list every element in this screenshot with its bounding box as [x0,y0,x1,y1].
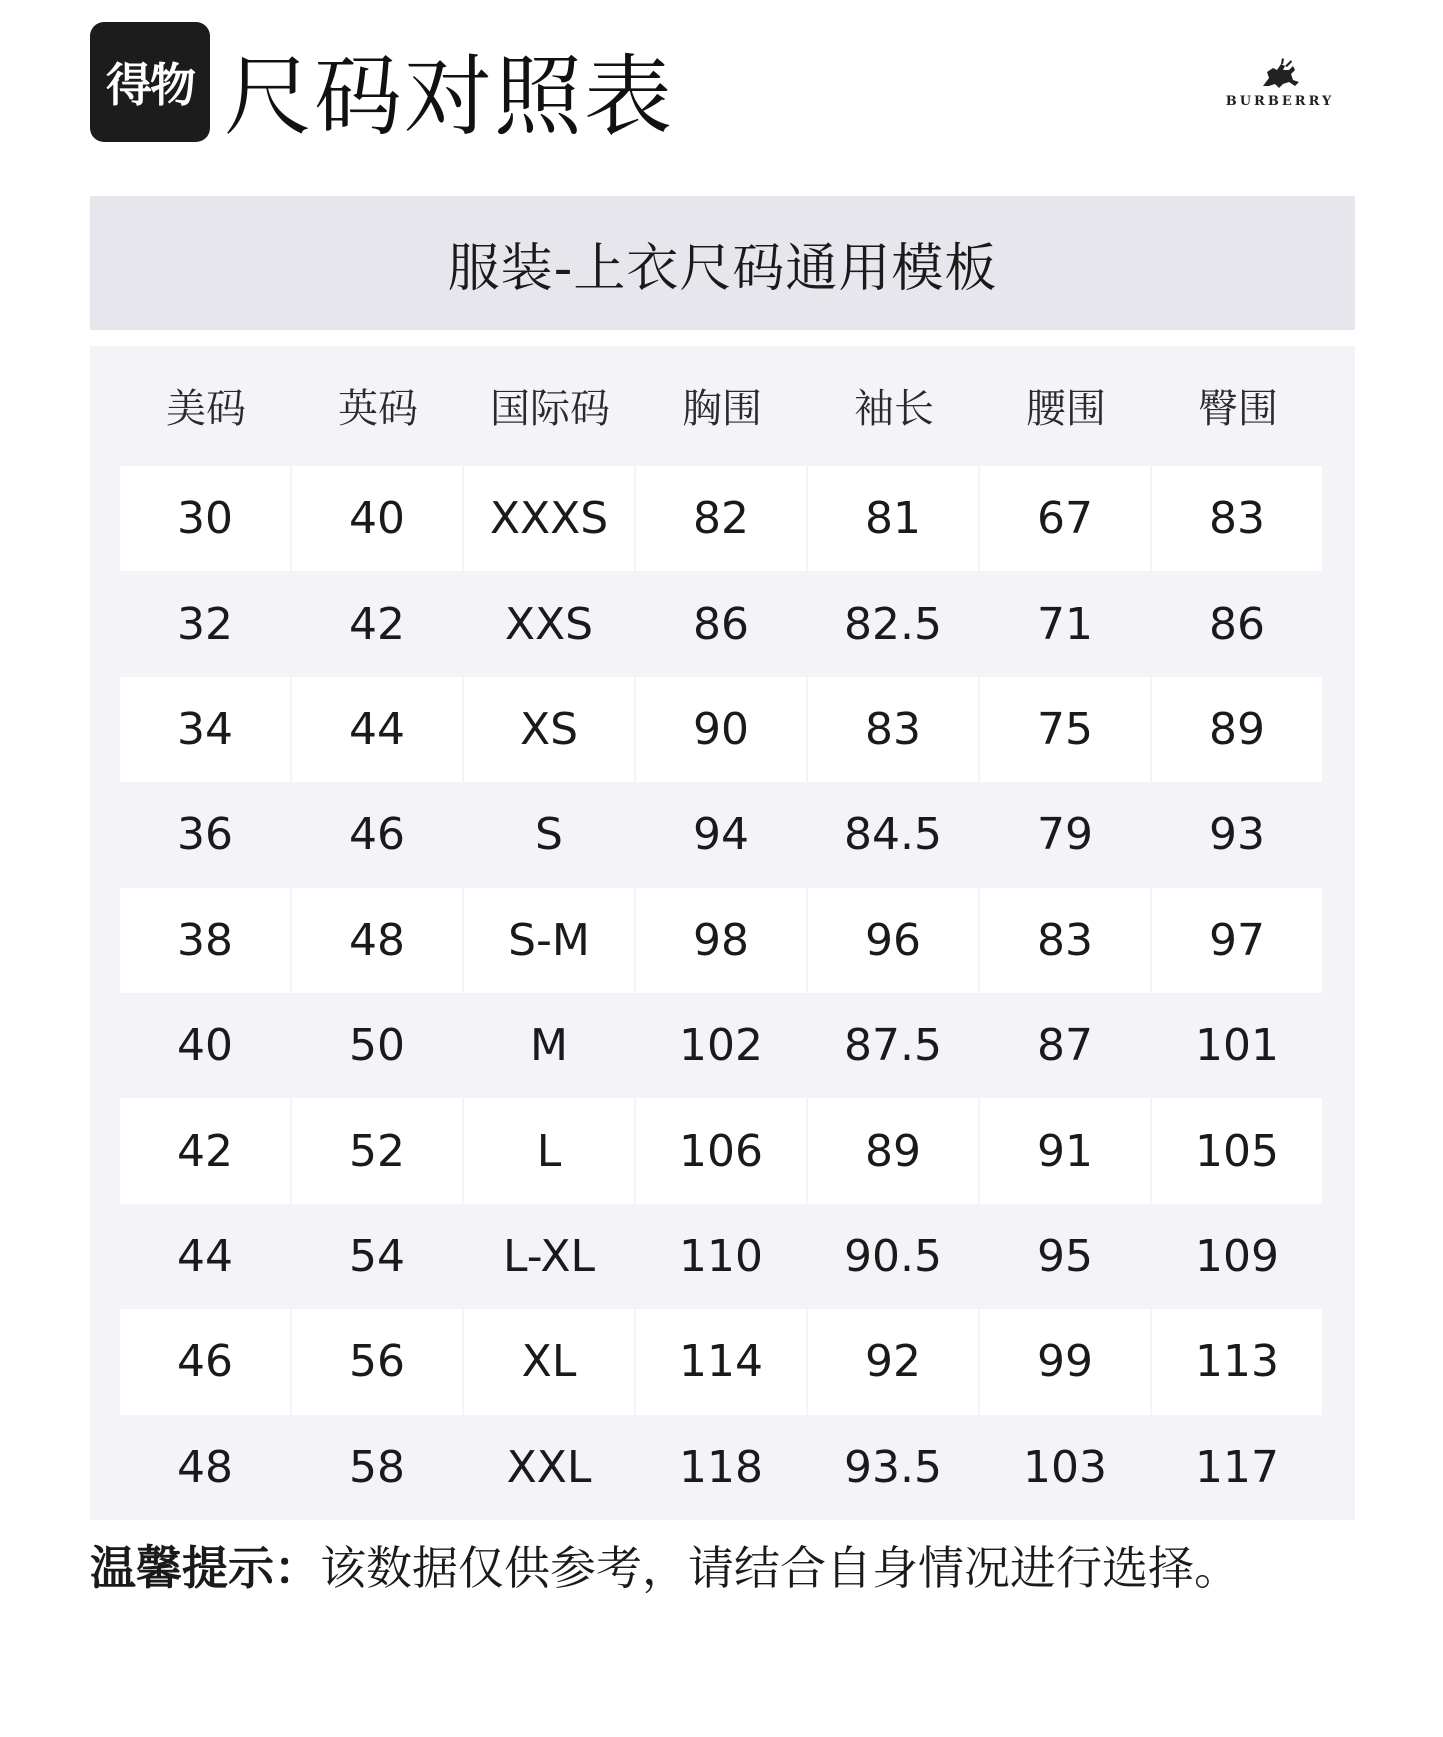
table-row [120,466,1324,571]
table-cell: 95 [1037,1230,1093,1282]
table-cell: L-XL [502,1230,596,1282]
table-cell: 79 [1037,809,1093,861]
table-subtitle: 服装-上衣尺码通用模板 [447,238,998,299]
column-header: 袖长 [854,385,934,432]
table-cell: 75 [980,677,1150,782]
table-cell: 109 [1195,1230,1279,1282]
table-cell: 101 [1195,1020,1279,1072]
table-row [120,993,1324,1098]
table-cell: 94 [693,809,749,861]
table-cell: 117 [1195,1441,1279,1493]
footer-note [90,1536,1355,1600]
table-cell: 110 [679,1230,763,1282]
table-cell: 86 [1209,598,1265,650]
table-cell: 87.5 [844,1020,942,1072]
table-row [120,1204,1324,1309]
table-cell: 89 [1152,677,1322,782]
brand-text: BURBERRY [1225,94,1335,109]
table-cell: 93 [1209,809,1265,861]
table-cell: XL [464,1309,634,1414]
table-cell: 96 [808,888,978,993]
footer-text: 该数据仅供参考，请结合自身情况进行选择。 [320,1541,1240,1595]
table-row [120,1098,1324,1203]
table-row [120,1309,1324,1414]
table-cell: S-M [464,888,634,993]
table-cell: S [535,809,563,861]
column-header: 英码 [338,385,418,432]
table-row [120,571,1324,676]
table-cell: 36 [177,809,233,861]
table-cell: 92 [808,1309,978,1414]
footer-label: 温馨提示： [90,1541,320,1595]
table-cell: 113 [1152,1309,1322,1414]
table-cell: 91 [980,1098,1150,1203]
table-cell: 52 [292,1098,462,1203]
table-cell: XS [464,677,634,782]
table-cell: 54 [349,1230,405,1282]
page-title: 尺码对照表 [224,45,675,148]
table-header-row [120,346,1324,464]
table-cell: 114 [636,1309,806,1414]
table-cell: 81 [808,466,978,571]
table-cell: XXL [506,1441,592,1493]
table-row [120,782,1324,887]
page-header [90,22,1355,162]
equestrian-knight-icon [1255,56,1305,92]
table-cell: 40 [292,466,462,571]
table-cell: 82.5 [844,598,942,650]
table-cell: 48 [177,1441,233,1493]
table-cell: L [464,1098,634,1203]
dewu-logo [90,22,210,142]
table-cell: 97 [1152,888,1322,993]
table-cell: 58 [349,1441,405,1493]
column-header: 腰围 [1026,385,1106,432]
table-cell: 83 [808,677,978,782]
table-row [120,1415,1324,1520]
table-row [120,677,1324,782]
logo-text: 得物 [106,58,194,112]
table-cell: 90.5 [844,1230,942,1282]
table-cell: 32 [177,598,233,650]
table-cell: M [530,1020,568,1072]
table-cell: 44 [292,677,462,782]
table-cell: 89 [808,1098,978,1203]
column-header: 臀围 [1198,385,1278,432]
table-cell: 106 [636,1098,806,1203]
table-cell: 84.5 [844,809,942,861]
table-cell: 71 [1037,598,1093,650]
table-cell: 56 [292,1309,462,1414]
table-cell: 98 [636,888,806,993]
table-cell: 42 [349,598,405,650]
table-cell: 34 [120,677,290,782]
table-cell: 103 [1023,1441,1107,1493]
size-table [90,346,1355,1520]
table-cell: XXXS [464,466,634,571]
column-header: 胸围 [682,385,762,432]
table-cell: 83 [980,888,1150,993]
table-cell: 105 [1152,1098,1322,1203]
table-cell: 30 [120,466,290,571]
column-header: 美码 [166,385,246,432]
subtitle-bar [90,196,1355,330]
table-body [120,466,1324,1520]
table-cell: 99 [980,1309,1150,1414]
table-cell: 46 [349,809,405,861]
table-cell: 44 [177,1230,233,1282]
table-cell: 50 [349,1020,405,1072]
table-row [120,888,1324,993]
table-cell: 86 [693,598,749,650]
table-cell: 93.5 [844,1441,942,1493]
brand-logo [1205,56,1355,116]
table-cell: 118 [679,1441,763,1493]
table-cell: 87 [1037,1020,1093,1072]
table-cell: 102 [679,1020,763,1072]
table-cell: 82 [636,466,806,571]
table-cell: 40 [177,1020,233,1072]
table-cell: 42 [120,1098,290,1203]
table-cell: 90 [636,677,806,782]
column-header: 国际码 [490,385,610,432]
table-cell: 83 [1152,466,1322,571]
table-cell: 38 [120,888,290,993]
table-cell: 48 [292,888,462,993]
table-cell: 67 [980,466,1150,571]
table-cell: XXS [504,598,594,650]
table-cell: 46 [120,1309,290,1414]
